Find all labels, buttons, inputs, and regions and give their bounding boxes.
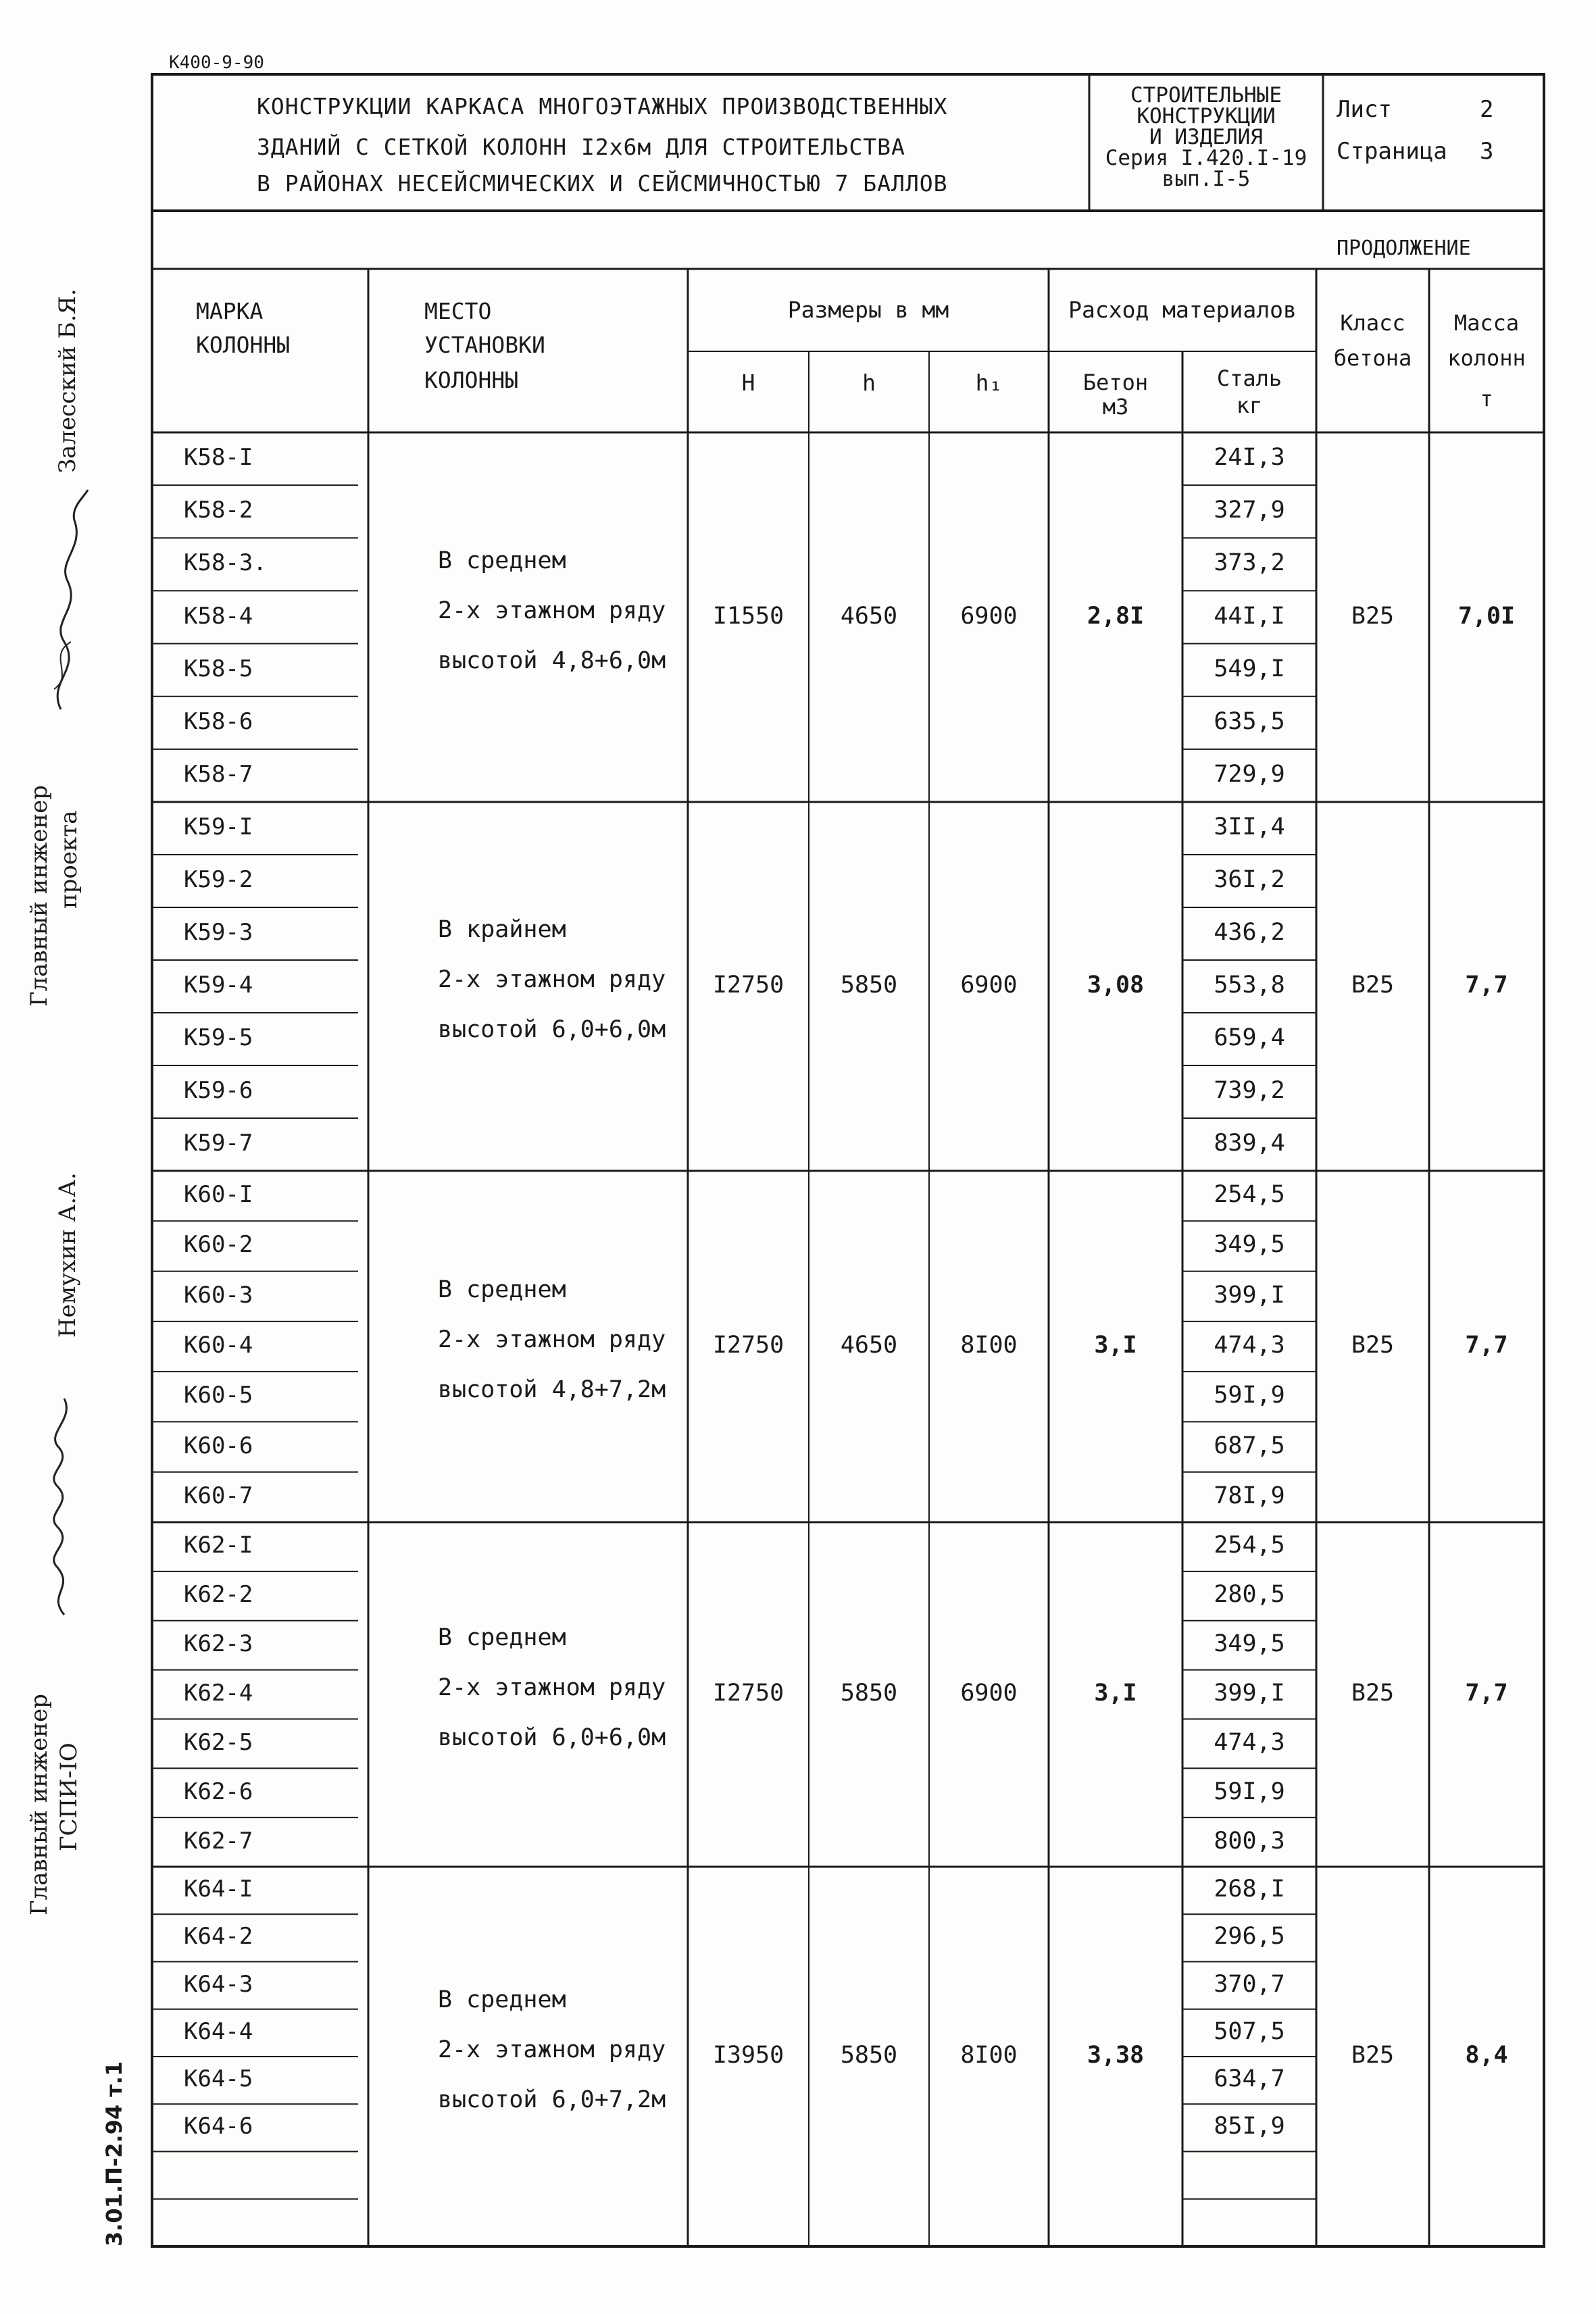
steel-cell: 327,9 xyxy=(1214,497,1285,524)
column-mark-cell: К62-6 xyxy=(184,1778,253,1805)
column-mark-cell: К60-4 xyxy=(184,1332,253,1359)
steel-cell: 59I,9 xyxy=(1214,1778,1285,1805)
concrete-cell: 3,I xyxy=(1094,1332,1137,1359)
col-concrete-header: Бетон м3 xyxy=(1082,370,1149,420)
steel-cell: 268,I xyxy=(1214,1876,1285,1903)
column-mark-cell: К58-7 xyxy=(184,760,253,788)
column-mark-cell: К59-4 xyxy=(184,972,253,999)
column-mark-cell: К59-3 xyxy=(184,919,253,946)
continuation-label: ПРОДОЛЖЕНИЕ xyxy=(1337,236,1471,260)
steel-cell: 296,5 xyxy=(1214,1923,1285,1951)
column-mark-cell: К60-3 xyxy=(184,1281,253,1309)
steel-cell: 24I,3 xyxy=(1214,444,1285,472)
col-h-header: h xyxy=(862,370,876,396)
steel-cell: 399,I xyxy=(1214,1680,1285,1707)
place-line-1: В среднем xyxy=(438,547,566,574)
steel-cell: 399,I xyxy=(1214,1281,1285,1309)
steel-cell: 635,5 xyxy=(1214,707,1285,735)
size-H-cell: I3950 xyxy=(712,2042,784,2069)
steel-cell: 36I,2 xyxy=(1214,866,1285,893)
concrete-class-cell: В25 xyxy=(1351,602,1395,630)
place-line-2: 2-х этажном ряду xyxy=(438,1674,666,1701)
column-mark-cell: К58-6 xyxy=(184,707,253,735)
steel-cell: 549,I xyxy=(1214,655,1285,682)
column-mark-cell: К64-4 xyxy=(184,2017,253,2045)
place-line-1: В среднем xyxy=(438,1276,566,1303)
column-mark-cell: К64-2 xyxy=(184,1923,253,1951)
place-line-3: высотой 6,0+6,0м xyxy=(438,1724,666,1751)
col-materials-header: Расход материалов xyxy=(1068,297,1297,323)
column-mark-cell: К59-6 xyxy=(184,1077,253,1104)
place-line-3: высотой 4,8+7,2м xyxy=(438,1376,666,1403)
page-value: 3 xyxy=(1480,138,1494,165)
column-mark-cell: К60-I xyxy=(184,1181,253,1209)
size-h-cell: 5850 xyxy=(840,2042,898,2069)
column-mark-cell: К60-6 xyxy=(184,1432,253,1459)
sheet-value: 2 xyxy=(1480,96,1494,123)
place-line-3: высотой 6,0+6,0м xyxy=(438,1016,666,1043)
header-title-line-3: В РАЙОНАХ НЕСЕЙСМИЧЕСКИХ И СЕЙСМИЧНОСТЬЮ 7 БАЛЛОВ xyxy=(257,170,948,197)
place-line-3: высотой 6,0+7,2м xyxy=(438,2086,666,2113)
column-mark-cell: К58-3. xyxy=(184,549,267,577)
column-mass-cell: 7,7 xyxy=(1465,972,1508,999)
size-H-cell: I2750 xyxy=(712,1680,784,1707)
page-label: Страница xyxy=(1337,138,1447,165)
author-zalessky: Залесский Б.Я. xyxy=(54,288,81,473)
steel-cell: 634,7 xyxy=(1214,2065,1285,2093)
place-line-2: 2-х этажном ряду xyxy=(438,1326,666,1353)
steel-cell: 254,5 xyxy=(1214,1181,1285,1209)
column-mark-cell: К64-I xyxy=(184,1876,253,1903)
concrete-class-cell: В25 xyxy=(1351,972,1395,999)
size-H-cell: I2750 xyxy=(712,1332,784,1359)
col-class-header: Класс бетона xyxy=(1333,310,1412,371)
size-h1-cell: 8I00 xyxy=(960,1332,1018,1359)
sheet-label: Лист xyxy=(1337,96,1392,123)
size-H-cell: I1550 xyxy=(712,602,784,630)
col-mark-header: МАРКА КОЛОННЫ xyxy=(196,298,291,358)
place-line-3: высотой 4,8+6,0м xyxy=(438,647,666,674)
column-mark-cell: К58-I xyxy=(184,444,253,472)
column-mass-cell: 7,7 xyxy=(1465,1332,1508,1359)
column-mark-cell: К59-7 xyxy=(184,1130,253,1157)
size-h-cell: 4650 xyxy=(840,602,898,630)
role-chief-engineer-1: Главный инженер xyxy=(26,785,53,1007)
place-line-2: 2-х этажном ряду xyxy=(438,2036,666,2063)
size-H-cell: I2750 xyxy=(712,972,784,999)
col-steel-header: Сталь кг xyxy=(1216,366,1282,418)
column-mark-cell: К62-2 xyxy=(184,1581,253,1609)
author-nemukhin: Немухин А.А. xyxy=(54,1172,81,1338)
steel-cell: 474,3 xyxy=(1214,1728,1285,1756)
steel-cell: 474,3 xyxy=(1214,1332,1285,1359)
column-mark-cell: К59-5 xyxy=(184,1024,253,1051)
header-title-line-2: ЗДАНИЙ С СЕТКОЙ КОЛОНН I2х6м ДЛЯ СТРОИТЕЛЬСТВА xyxy=(257,134,905,160)
series-line-4: Серия I.420.I-19 xyxy=(1105,146,1307,170)
column-mark-cell: К64-5 xyxy=(184,2065,253,2093)
steel-cell: 349,5 xyxy=(1214,1630,1285,1658)
size-h-cell: 5850 xyxy=(840,972,898,999)
steel-cell: 280,5 xyxy=(1214,1581,1285,1609)
archive-stamp: 3.01.П-2.94 т.1 xyxy=(101,2061,127,2246)
column-mass-cell: 7,7 xyxy=(1465,1680,1508,1707)
steel-cell: 729,9 xyxy=(1214,760,1285,788)
column-mark-cell: К60-5 xyxy=(184,1382,253,1409)
series-line-3: И ИЗДЕЛИЯ xyxy=(1149,125,1263,149)
steel-cell: 659,4 xyxy=(1214,1024,1285,1051)
steel-cell: 839,4 xyxy=(1214,1130,1285,1157)
concrete-cell: 3,08 xyxy=(1087,972,1145,999)
role-project: проекта xyxy=(55,810,82,909)
column-mark-cell: К59-I xyxy=(184,813,253,840)
steel-cell: 436,2 xyxy=(1214,919,1285,946)
col-sizes-header: Размеры в мм xyxy=(787,297,949,323)
size-h1-cell: 6900 xyxy=(960,602,1018,630)
steel-cell: 373,2 xyxy=(1214,549,1285,577)
role-chief-engineer-2: Главный инженер xyxy=(26,1694,53,1915)
column-mark-cell: К64-6 xyxy=(184,2113,253,2140)
steel-cell: 553,8 xyxy=(1214,972,1285,999)
steel-cell: 44I,I xyxy=(1214,602,1285,630)
size-h1-cell: 6900 xyxy=(960,972,1018,999)
size-h1-cell: 6900 xyxy=(960,1680,1018,1707)
steel-cell: 85I,9 xyxy=(1214,2113,1285,2140)
place-line-1: В среднем xyxy=(438,1986,566,2013)
column-mark-cell: К58-2 xyxy=(184,497,253,524)
steel-cell: 687,5 xyxy=(1214,1432,1285,1459)
column-mark-cell: К60-2 xyxy=(184,1231,253,1259)
concrete-class-cell: В25 xyxy=(1351,1332,1395,1359)
place-line-2: 2-х этажном ряду xyxy=(438,597,666,624)
col-mass-header: Масса колонн т xyxy=(1447,310,1526,411)
column-mark-cell: К62-4 xyxy=(184,1680,253,1707)
signature-2 xyxy=(27,1392,88,1621)
col-h1-header: h₁ xyxy=(975,370,1003,396)
column-mass-cell: 8,4 xyxy=(1465,2042,1508,2069)
steel-cell: 507,5 xyxy=(1214,2017,1285,2045)
steel-cell: 370,7 xyxy=(1214,1970,1285,1998)
column-mark-cell: К64-3 xyxy=(184,1970,253,1998)
steel-cell: 78I,9 xyxy=(1214,1482,1285,1509)
concrete-class-cell: В25 xyxy=(1351,1680,1395,1707)
steel-cell: 349,5 xyxy=(1214,1231,1285,1259)
place-line-1: В крайнем xyxy=(438,916,566,943)
series-line-2: КОНСТРУКЦИИ xyxy=(1137,104,1276,128)
col-H-header: Н xyxy=(741,370,755,396)
steel-cell: 59I,9 xyxy=(1214,1382,1285,1409)
column-mark-cell: К62-5 xyxy=(184,1728,253,1756)
col-place-header: МЕСТО УСТАНОВКИ КОЛОННЫ xyxy=(424,298,545,393)
size-h-cell: 5850 xyxy=(840,1680,898,1707)
steel-cell: 254,5 xyxy=(1214,1532,1285,1559)
header-title-line-1: КОНСТРУКЦИИ КАРКАСА МНОГОЭТАЖНЫХ ПРОИЗВОДСТВЕННЫХ xyxy=(257,93,948,120)
concrete-cell: 3,I xyxy=(1094,1680,1137,1707)
concrete-cell: 2,8I xyxy=(1087,602,1145,630)
document-code: К400-9-90 xyxy=(169,53,264,73)
concrete-class-cell: В25 xyxy=(1351,2042,1395,2069)
column-mark-cell: К62-I xyxy=(184,1532,253,1559)
series-line-5: вып.I-5 xyxy=(1162,167,1251,191)
column-mark-cell: К60-7 xyxy=(184,1482,253,1509)
column-mark-cell: К58-4 xyxy=(184,602,253,630)
column-mark-cell: К58-5 xyxy=(184,655,253,682)
concrete-cell: 3,38 xyxy=(1087,2042,1145,2069)
place-line-2: 2-х этажном ряду xyxy=(438,966,666,993)
steel-cell: 800,3 xyxy=(1214,1827,1285,1855)
series-line-1: СТРОИТЕЛЬНЫЕ xyxy=(1130,83,1282,107)
steel-cell: 3II,4 xyxy=(1214,813,1285,840)
column-mass-cell: 7,0I xyxy=(1457,602,1516,630)
role-gspi: ГСПИ-IO xyxy=(55,1742,82,1851)
size-h-cell: 4650 xyxy=(840,1332,898,1359)
steel-cell: 739,2 xyxy=(1214,1077,1285,1104)
column-mark-cell: К62-3 xyxy=(184,1630,253,1658)
place-line-1: В среднем xyxy=(438,1624,566,1651)
column-mark-cell: К59-2 xyxy=(184,866,253,893)
signature-1 xyxy=(34,486,95,716)
column-mark-cell: К62-7 xyxy=(184,1827,253,1855)
size-h1-cell: 8I00 xyxy=(960,2042,1018,2069)
